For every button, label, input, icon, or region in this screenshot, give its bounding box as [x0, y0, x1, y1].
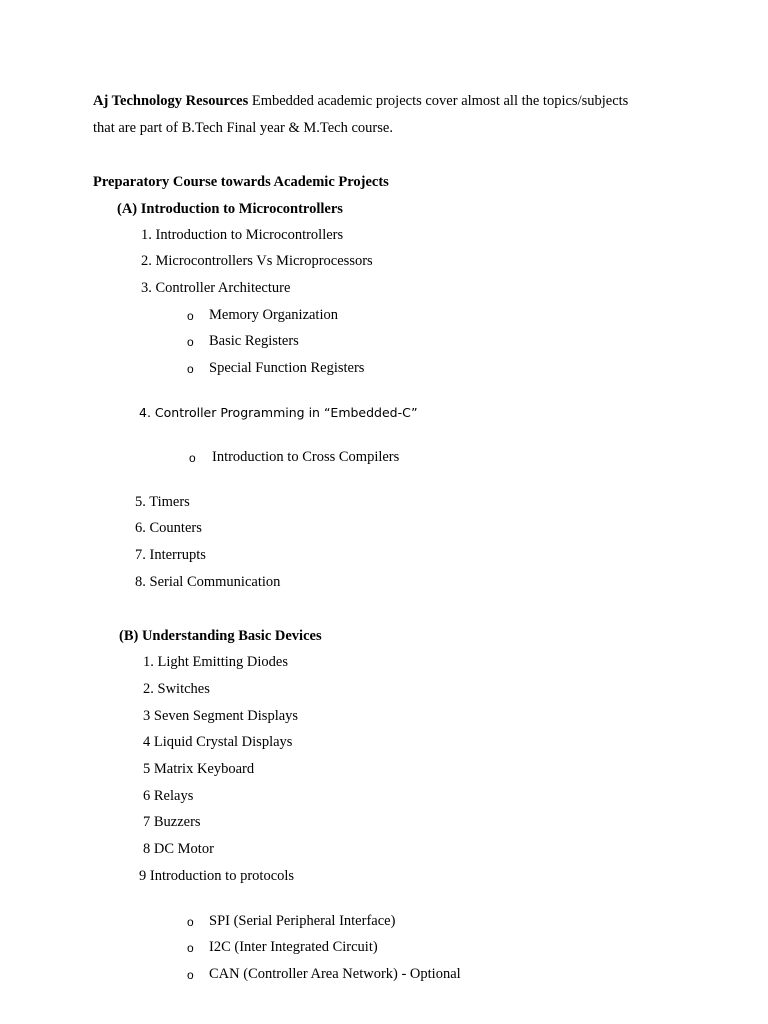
list-item: 4 Liquid Crystal Displays	[143, 734, 293, 750]
list-item: 8 DC Motor	[143, 841, 214, 857]
bullet-item: Memory Organization	[209, 307, 338, 323]
company-name: Aj Technology Resources	[93, 93, 249, 109]
section-a-heading: (A) Introduction to Microcontrollers	[117, 201, 343, 217]
bullet-item: Special Function Registers	[209, 360, 365, 376]
list-item: 1. Introduction to Microcontrollers	[141, 227, 344, 243]
bullet-item: SPI (Serial Peripheral Interface)	[209, 913, 396, 929]
intro-line-1	[93, 92, 628, 110]
course-title: Preparatory Course towards Academic Projects	[93, 174, 389, 190]
section-b-heading: (B) Understanding Basic Devices	[119, 628, 322, 644]
intro-text: Embedded academic projects cover almost all the topics/subjects	[248, 93, 629, 109]
bullet-marker: o	[187, 941, 194, 955]
list-item: 5. Timers	[135, 494, 190, 510]
bullet-item: Introduction to Cross Compilers	[212, 449, 400, 465]
list-item: 3. Controller Architecture	[141, 280, 291, 296]
list-item: 2. Switches	[143, 681, 210, 697]
bullet-marker: o	[187, 362, 194, 376]
intro-line-2: that are part of B.Tech Final year & M.Tech course.	[93, 120, 393, 136]
list-item: 6 Relays	[143, 788, 194, 804]
list-item: 7. Interrupts	[135, 547, 206, 563]
list-item: 1. Light Emitting Diodes	[143, 654, 288, 670]
bullet-item: Basic Registers	[209, 333, 299, 349]
bullet-marker: o	[187, 968, 194, 982]
bullet-item: I2C (Inter Integrated Circuit)	[209, 939, 378, 955]
bullet-marker: o	[187, 309, 194, 323]
list-item: 8. Serial Communication	[135, 574, 281, 590]
list-item: 5 Matrix Keyboard	[143, 761, 255, 777]
list-item: 9 Introduction to protocols	[139, 868, 295, 884]
bullet-marker: o	[189, 451, 196, 465]
bullet-item: CAN (Controller Area Network) - Optional	[209, 966, 461, 982]
list-item: 3 Seven Segment Displays	[143, 708, 299, 724]
list-item: 6. Counters	[135, 520, 202, 536]
list-item: 2. Microcontrollers Vs Microprocessors	[141, 253, 373, 269]
list-item: 7 Buzzers	[143, 814, 201, 830]
bullet-marker: o	[187, 915, 194, 929]
bullet-marker: o	[187, 335, 194, 349]
list-item: 4. Controller Programming in “Embedded-C”	[139, 405, 418, 420]
